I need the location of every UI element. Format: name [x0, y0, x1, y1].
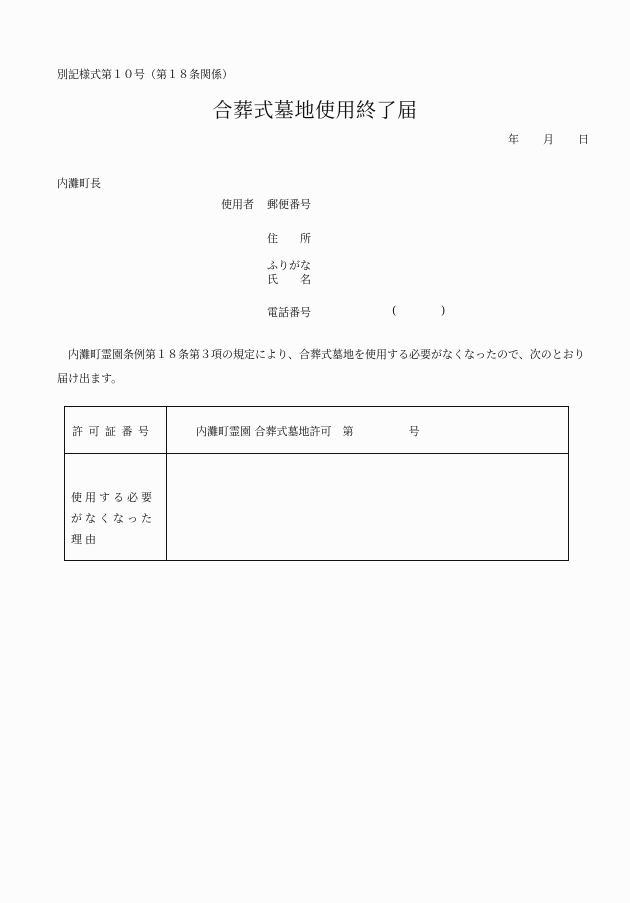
- postal-code-label: 郵便番号: [267, 198, 311, 211]
- address-label: 住 所: [267, 232, 311, 245]
- date-month-label: 月: [543, 133, 554, 146]
- document-title: 合葬式墓地使用終了届: [212, 98, 418, 122]
- table-row-divider: [65, 453, 568, 454]
- reason-label: 使用する必要がなくなった理由: [71, 491, 155, 546]
- permit-number-field: 内灘町霊園 合葬式墓地許可 第 号: [196, 425, 420, 438]
- phone-paren-close: ): [441, 304, 446, 317]
- permit-table: [64, 406, 569, 561]
- phone-label: 電話番号: [267, 306, 311, 319]
- name-label: 氏 名: [267, 273, 311, 286]
- date-day-label: 日: [578, 133, 589, 146]
- statement-text: 内灘町霊園条例第１８条第３項の規定により、合葬式墓地を使用する必要がなくなったので、次のとおり届け出ます。: [57, 348, 585, 385]
- form-reference: 別記様式第１０号（第１８条関係）: [57, 68, 233, 81]
- furigana-label: ふりがな: [267, 259, 311, 272]
- applicant-label: 使用者: [221, 198, 254, 211]
- addressee: 内灘町長: [57, 177, 101, 190]
- table-column-divider: [166, 407, 167, 560]
- phone-paren-open: (: [392, 304, 397, 317]
- permit-number-label: 許可証番号: [72, 425, 155, 438]
- date-year-label: 年: [508, 133, 519, 146]
